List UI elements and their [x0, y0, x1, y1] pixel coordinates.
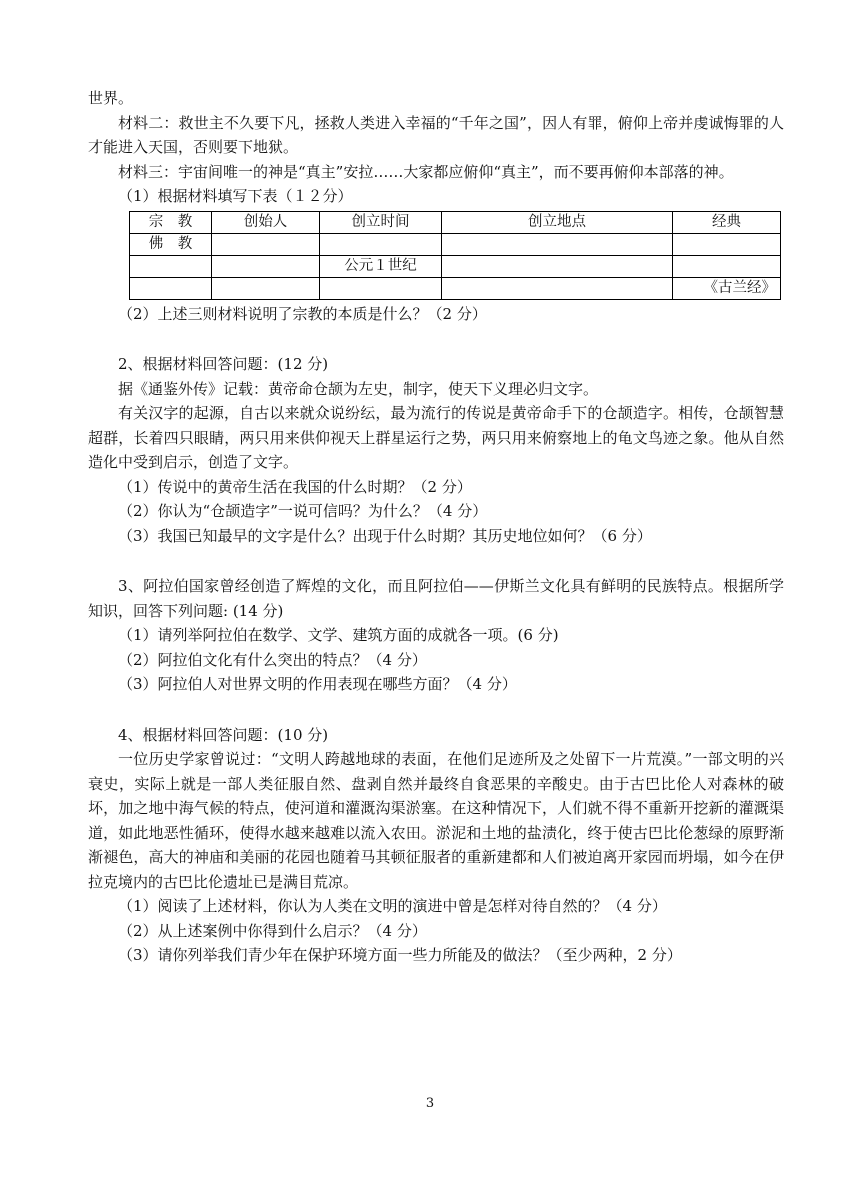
q2-sub-3: （3）我国已知最早的文字是什么？出现于什么时期？其历史地位如何？（6 分） — [118, 526, 652, 545]
q3-sub-2: （2）阿拉伯文化有什么突出的特点？（4 分） — [118, 650, 427, 669]
table-cell: 公元１世纪 — [320, 255, 442, 277]
table-cell — [320, 233, 442, 255]
header-scripture: 经典 — [673, 211, 781, 233]
header-place: 创立地点 — [442, 211, 673, 233]
religion-table — [129, 211, 781, 300]
table-cell — [673, 255, 781, 277]
header-time: 创立时间 — [320, 211, 442, 233]
q4-sub-1: （1）阅读了上述材料，你认为人类在文明的演进中曾是怎样对待自然的？（4 分） — [118, 897, 667, 915]
table-cell — [442, 233, 673, 255]
q1-part1: （1）根据材料填写下表（１２分） — [118, 187, 353, 205]
page-number: 3 — [425, 1096, 435, 1111]
table-cell — [212, 255, 320, 277]
table-cell — [130, 255, 212, 277]
q4-sub-3: （3）请你列举我们青少年在保护环境方面一些力所能及的做法？（至少两种，2 分） — [118, 946, 682, 964]
q3-sub-1: （1）请列举阿拉伯在数学、文学、建筑方面的成就各一项。(6 分) — [118, 626, 559, 644]
q2-quote: 据《通鉴外传》记载：黄帝命仓颉为左史，制字，使天下义理必归文字。 — [118, 379, 599, 398]
q2-title: 2、根据材料回答问题：(12 分) — [118, 355, 329, 373]
table-cell — [212, 277, 320, 299]
q4-paragraph: 一位历史学家曾说过：“文明人跨越地球的表面，在他们足迹所及之处留下一片荒漠。”一部文明的兴衰史，实际上就是一部人类征服自然、盘剥自然并最终自食恶果的辛酸史。由于古巴比伦人对森林的破坏，加之地中海气候的特点，使河道和灌溉沟渠淤塞。在这种情况下，人们就不得不重新开挖新的灌溉渠道，如此地恶性循环，使得水越来越难以流入农田。淤泥和土地的盐渍化，终于使古巴比伦葱绿的原野渐渐褪色，高大的神庙和美丽的花园也随着马其顿征服者的重新建都和人们被迫离开家园而坍塌，如今在伊拉克境内的古巴比伦遗址已是满目荒凉。 — [88, 750, 784, 891]
world-line: 世界。 — [88, 89, 134, 107]
table-cell — [130, 277, 212, 299]
material-two: 材料二：救世主不久要下凡，拯救人类进入幸福的“千年之国”，因人有罪，俯仰上帝并虔诚悔罪的人才能进入天国，否则要下地狱。 — [88, 113, 784, 156]
q2-sub-2: （2）你认为“仓颉造字”一说可信吗？为什么？（4 分） — [118, 502, 488, 520]
q4-sub-2: （2）从上述案例中你得到什么启示？（4 分） — [118, 921, 427, 940]
material-three: 材料三：宇宙间唯一的神是“真主”安拉……大家都应俯仰“真主”，而不要再俯仰本部落的神。 — [118, 162, 734, 181]
page-content — [88, 86, 784, 968]
q2-paragraph: 有关汉字的起源，自古以来就众说纷纭，最为流行的传说是黄帝命手下的仓颉造字。相传，仓颉智慧超群，长着四只眼睛，两只用来供仰视天上群星运行之势，两只用来俯察地上的龟文鸟迹之象。他从自然造化中受到启示，创造了文字。 — [88, 404, 784, 471]
q1-part2: （2）上述三则材料说明了宗教的本质是什么？（2 分） — [118, 304, 487, 323]
table-cell: 佛 教 — [130, 233, 212, 255]
table-cell — [442, 277, 673, 299]
table-header-row — [130, 211, 781, 233]
table-row — [130, 255, 781, 277]
header-religion: 宗 教 — [130, 211, 212, 233]
table-cell — [442, 255, 673, 277]
table-cell: 《古兰经》 — [673, 277, 781, 299]
q3-sub-3: （3）阿拉伯人对世界文明的作用表现在哪些方面？（4 分） — [118, 675, 517, 693]
header-founder: 创始人 — [212, 211, 320, 233]
table-cell — [673, 233, 781, 255]
q4-title: 4、根据材料回答问题：(10 分) — [118, 725, 329, 744]
table-cell — [212, 233, 320, 255]
table-row — [130, 233, 781, 255]
q3-title: 3、阿拉伯国家曾经创造了辉煌的文化，而且阿拉伯——伊斯兰文化具有鲜明的民族特点。根据所学知识，回答下列问题: (14 分) — [88, 577, 784, 620]
table-cell — [320, 277, 442, 299]
q2-sub-1: （1）传说中的黄帝生活在我国的什么时期？（2 分） — [118, 477, 472, 496]
table-row — [130, 277, 781, 299]
